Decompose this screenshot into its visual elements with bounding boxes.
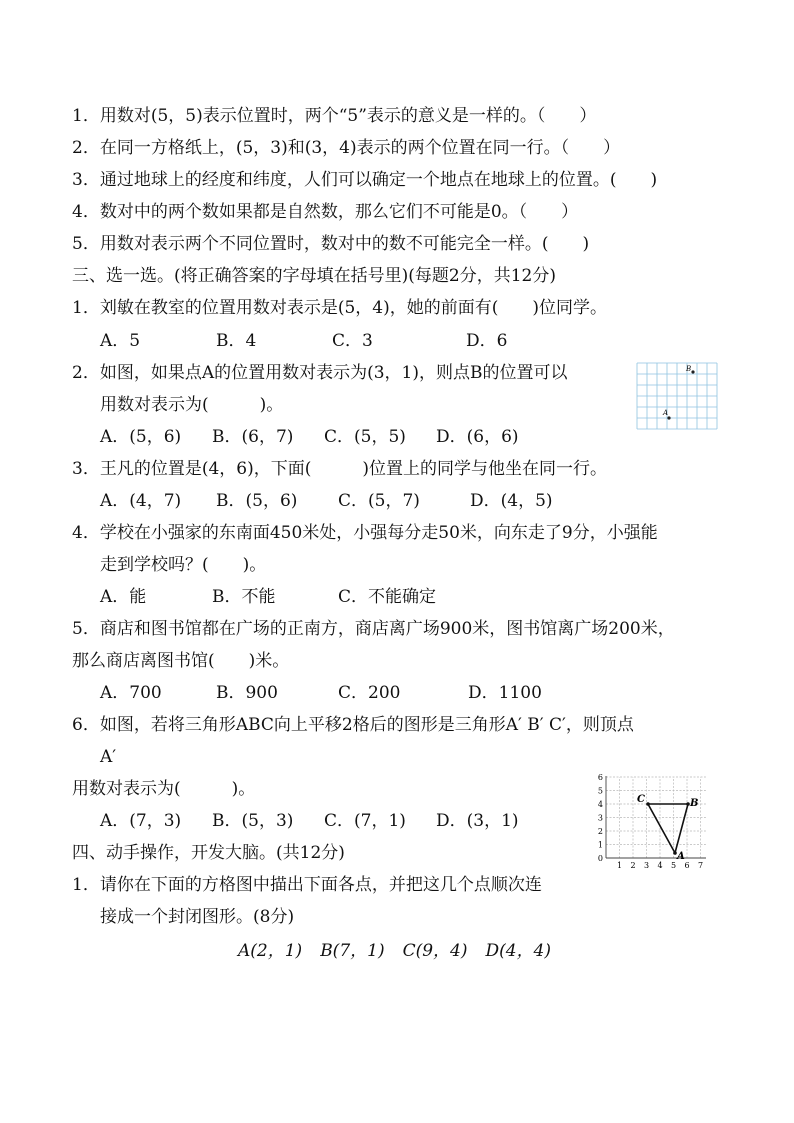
q6-option-a: A．(7，3) — [100, 811, 182, 831]
q1-option-c: C．3 — [332, 331, 373, 351]
q2-option-d: D．(6，6) — [436, 427, 519, 447]
q3-option-d: D．(4，5) — [470, 491, 553, 511]
section-3-title: 三、选一选。(将正确答案的字母填在括号里)(每题2分，共12分) — [72, 266, 556, 286]
q6-y-tick: 5 — [597, 786, 603, 796]
q6-label-b: B — [690, 798, 699, 809]
q2-option-c: C．(5，5) — [324, 427, 406, 447]
p1-line2: 接成一个封闭图形。(8分) — [100, 907, 295, 927]
q2-label-b: B — [686, 365, 692, 373]
q5-options — [100, 682, 542, 704]
q6-line1: 6．如图，若将三角形ABC向上平移2格后的图形是三角形A′ B′ C′，则顶点 — [72, 715, 634, 735]
q6-x-tick: 1 — [616, 861, 623, 870]
q1-option-d: D．6 — [466, 331, 508, 351]
q6-label-a: A — [677, 851, 685, 862]
q6-y-tick: 3 — [597, 813, 603, 823]
q6-x-tick: 6 — [684, 861, 690, 870]
q3-text: 3．王凡的位置是(4，6)，下面( )位置上的同学与他坐在同一行。 — [72, 459, 607, 479]
q6-line3: 用数对表示为( )。 — [72, 779, 256, 799]
q6-x-tick: 2 — [630, 861, 636, 870]
judge-item-2: 2．在同一方格纸上，(5，3)和(3，4)表示的两个位置在同一行。（ ） — [72, 138, 621, 158]
q6-point-c — [646, 802, 650, 806]
q2-option-a: A．(5，6) — [100, 427, 182, 447]
judge-item-1: 1．用数对(5，5)表示位置时，两个“5”表示的意义是一样的。（ ） — [72, 106, 597, 126]
q6-y-tick: 6 — [597, 773, 603, 782]
judge-item-5: 5．用数对表示两个不同位置时，数对中的数不可能完全一样。( ) — [72, 234, 590, 254]
q1-option-a: A．5 — [100, 331, 141, 351]
q6-triangle-abc — [648, 804, 688, 853]
q5-line2: 那么商店离图书馆( )米。 — [72, 651, 290, 671]
q5-option-c: C．200 — [338, 683, 401, 703]
q6-options — [100, 810, 519, 832]
judge-item-4: 4．数对中的两个数如果都是自然数，那么它们不可能是0。（ ） — [72, 202, 579, 222]
q6-y-tick: 1 — [597, 840, 603, 850]
q3-option-a: A．(4，7) — [100, 491, 182, 511]
q2-point-b — [691, 370, 694, 373]
q3-options — [100, 490, 553, 512]
q6-y-tick: 2 — [597, 827, 603, 836]
q1-options — [100, 330, 507, 352]
q3-option-b: B．(5，6) — [216, 491, 298, 511]
q2-line1: 2．如图，如果点A的位置用数对表示为(3，1)，则点B的位置可以 — [72, 363, 568, 383]
q5-option-d: D．1100 — [468, 683, 542, 703]
q6-option-c: C．(7，1) — [324, 811, 406, 831]
q4-option-c: C．不能确定 — [338, 587, 437, 607]
q4-options — [100, 586, 436, 608]
q4-option-b: B．不能 — [212, 587, 276, 607]
q6-triangle-figure — [594, 772, 712, 872]
q6-line2: A′ — [100, 747, 117, 767]
q6-y-tick: 4 — [597, 800, 603, 809]
q2-options — [100, 426, 519, 448]
q6-x-tick: 4 — [657, 861, 663, 870]
q3-option-c: C．(5，7) — [338, 491, 420, 511]
q4-line1: 4．学校在小强家的东南面450米处，小强每分走50米，向东走了9分，小强能 — [72, 523, 658, 543]
q6-x-tick-labels — [617, 861, 703, 870]
q4-option-a: A．能 — [100, 587, 147, 607]
q1-text: 1．刘敏在教室的位置用数对表示是(5，4)，她的前面有( )位同学。 — [72, 298, 607, 318]
p1-point-b: B(7，1) — [320, 941, 385, 961]
p1-point-a: A(2，1) — [238, 941, 303, 961]
q5-line1: 5．商店和图书馆都在广场的正南方，商店离广场900米，图书馆离广场200米， — [72, 619, 675, 639]
q6-x-tick: 5 — [670, 861, 677, 870]
q6-option-d: D．(3，1) — [436, 811, 519, 831]
q6-y-tick-labels — [598, 773, 603, 863]
q6-x-tick: 7 — [697, 861, 704, 870]
q5-option-b: B．900 — [216, 683, 278, 703]
q2-line2: 用数对表示为( )。 — [100, 395, 284, 415]
p1-point-c: C(9，4) — [402, 941, 468, 961]
p1-line1: 1．请你在下面的方格图中描出下面各点，并把这几个点顺次连 — [72, 875, 542, 895]
q2-grid-lines — [637, 363, 717, 429]
p1-point-d: D(4，4) — [485, 941, 552, 961]
q1-option-b: B．4 — [216, 331, 257, 351]
q4-line2: 走到学校吗？( )。 — [100, 555, 267, 575]
q2-grid-figure — [636, 362, 718, 430]
p1-points — [238, 940, 569, 962]
q2-label-a: A — [663, 409, 669, 417]
q6-label-c: C — [637, 794, 645, 805]
q6-y-tick: 0 — [597, 854, 603, 863]
q5-option-a: A．700 — [100, 683, 162, 703]
judge-item-3: 3．通过地球上的经度和纬度，人们可以确定一个地点在地球上的位置。( ) — [72, 170, 658, 190]
q6-x-tick: 3 — [643, 861, 650, 870]
section-4-title: 四、动手操作，开发大脑。(共12分) — [72, 843, 345, 863]
q6-option-b: B．(5，3) — [212, 811, 294, 831]
q2-option-b: B．(6，7) — [212, 427, 294, 447]
